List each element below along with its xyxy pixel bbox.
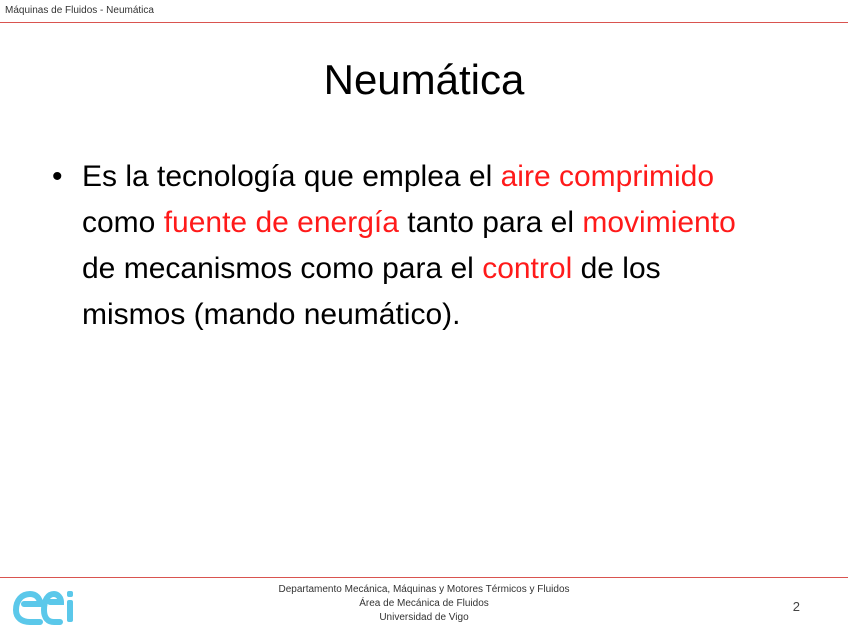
text-segment: Es la tecnología que emplea el	[82, 160, 501, 193]
page-number: 2	[792, 599, 800, 614]
slide-footer	[0, 583, 848, 625]
text-segment: de los mismos (mando neumático).	[82, 252, 661, 331]
bullet-item	[52, 154, 752, 338]
highlight-control: control	[482, 252, 573, 285]
highlight-movement: movimiento	[582, 206, 736, 239]
header-divider	[0, 22, 848, 23]
text-segment: como	[82, 206, 164, 239]
footer-area: Área de Mecánica de Fluidos	[359, 598, 489, 609]
highlight-energy: fuente de energía	[163, 206, 399, 239]
bullet-paragraph	[82, 154, 752, 338]
footer-university: Universidad de Vigo	[379, 612, 469, 623]
slide-body	[52, 154, 752, 338]
highlight-air: aire comprimido	[500, 160, 715, 193]
footer-divider	[0, 577, 848, 578]
bullet-marker: •	[52, 160, 63, 193]
slide-title: Neumática	[323, 56, 525, 103]
footer-department: Departamento Mecánica, Máquinas y Motores Térmicos y Fluidos	[278, 584, 570, 595]
text-segment: tanto para el	[398, 206, 583, 239]
slide-header: Máquinas de Fluidos - Neumática	[5, 5, 154, 16]
text-segment: de mecanismos como para el	[82, 252, 483, 285]
